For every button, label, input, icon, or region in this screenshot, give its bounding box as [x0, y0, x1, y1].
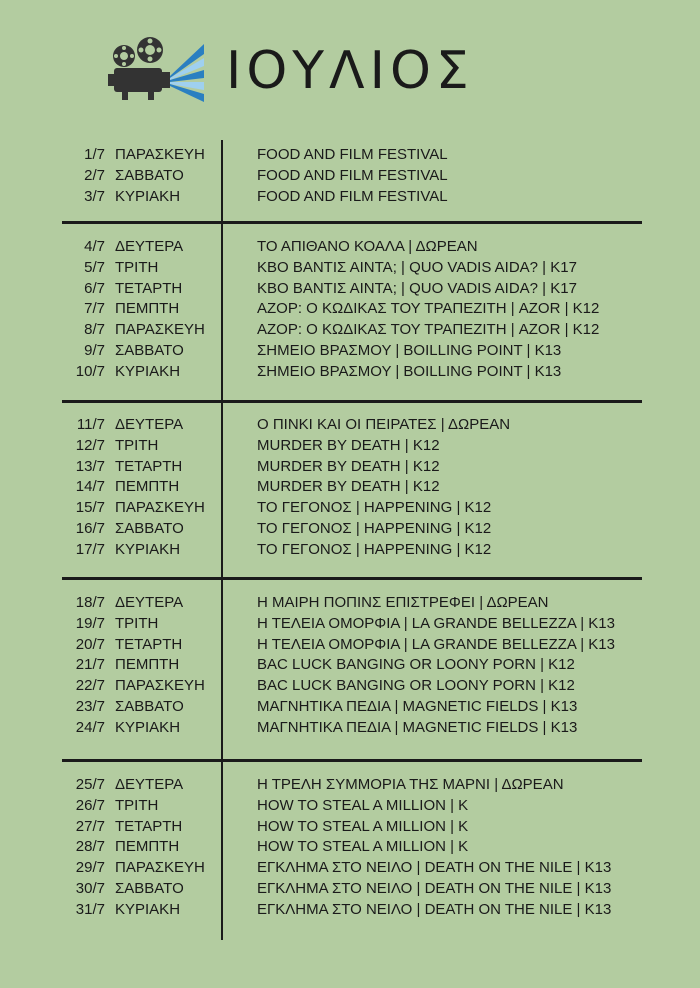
schedule-row	[0, 145, 700, 166]
film-cell: ΕΓΚΛΗΜΑ ΣΤΟ ΝΕΙΛΟ | DEATH ON THE NILE | K13	[257, 879, 612, 897]
day-cell: ΣΑΒΒΑΤΟ	[115, 697, 184, 715]
schedule-row	[0, 900, 700, 921]
film-projector-icon	[108, 36, 204, 106]
week-block	[0, 415, 700, 561]
schedule-row	[0, 187, 700, 208]
day-cell: ΠΕΜΠΤΗ	[115, 838, 180, 856]
schedule-row	[0, 879, 700, 900]
day-cell: ΔΕΥΤΕΡΑ	[115, 776, 184, 793]
month-title: ΙΟΥΛΙΟΣ	[226, 41, 474, 101]
film-cell: Η ΜΑΙΡΗ ΠΟΠΙΝΣ ΕΠΙΣΤΡΕΦΕΙ | ΔΩΡΕΑΝ	[257, 594, 549, 611]
film-cell: ΤΟ ΓΕΓΟΝΟΣ | HAPPENING | K12	[257, 499, 492, 517]
day-cell: ΠΕΜΠΤΗ	[115, 656, 180, 674]
film-cell: Ο ΠΙΝΚΙ ΚΑΙ ΟΙ ΠΕΙΡΑΤΕΣ | ΔΩΡΕΑΝ	[257, 416, 511, 433]
day-cell: ΔΕΥΤΕΡΑ	[115, 416, 184, 433]
film-cell: ΕΓΚΛΗΜΑ ΣΤΟ ΝΕΙΛΟ | DEATH ON THE NILE | K13	[257, 859, 612, 877]
film-cell: ΚΒΟ ΒΑΝΤΙΣ ΑΙΝΤΑ; | QUO VADIS AIDA? | K17	[257, 279, 577, 297]
date-cell: 9/7	[84, 341, 105, 359]
film-cell: FOOD AND FILM FESTIVAL	[257, 187, 448, 205]
day-cell: ΤΡΙΤΗ	[115, 258, 159, 276]
film-cell: HOW TO STEAL A MILLION | K	[257, 838, 469, 856]
week-block	[0, 775, 700, 921]
date-cell: 13/7	[75, 457, 105, 475]
date-cell: 4/7	[84, 238, 105, 255]
date-cell: 26/7	[75, 796, 105, 814]
date-cell: 19/7	[75, 614, 105, 632]
date-cell: 15/7	[75, 499, 105, 517]
film-cell: HOW TO STEAL A MILLION | K	[257, 817, 469, 835]
date-cell: 3/7	[84, 187, 105, 205]
film-cell: FOOD AND FILM FESTIVAL	[257, 166, 448, 184]
schedule-row	[0, 718, 700, 739]
schedule-row	[0, 635, 700, 656]
film-cell: Η ΤΡΕΛΗ ΣΥΜΜΟΡΙΑ ΤΗΣ ΜΑΡΝΙ | ΔΩΡΕΑΝ	[257, 776, 564, 793]
date-cell: 23/7	[75, 697, 105, 715]
schedule-row	[0, 415, 700, 436]
date-cell: 29/7	[75, 859, 105, 877]
day-cell: ΚΥΡΙΑΚΗ	[115, 362, 181, 380]
date-cell: 2/7	[84, 166, 105, 184]
day-cell: ΠΕΜΠΤΗ	[115, 478, 180, 496]
schedule-row	[0, 457, 700, 478]
date-cell: 11/7	[76, 416, 105, 433]
date-cell: 1/7	[84, 146, 105, 163]
schedule-row	[0, 258, 700, 279]
day-cell: ΣΑΒΒΑΤΟ	[115, 166, 184, 184]
day-cell: ΠΑΡΑΣΚΕΥΗ	[115, 677, 205, 695]
film-cell: ΜΑΓΝΗΤΙΚΑ ΠΕΔΙΑ | MAGNETIC FIELDS | K13	[257, 718, 578, 736]
film-cell: Η ΤΕΛΕΙΑ ΟΜΟΡΦΙΑ | LA GRANDE BELLEZZA | K13	[257, 635, 615, 653]
header	[108, 36, 474, 106]
date-cell: 18/7	[75, 594, 105, 611]
day-cell: ΚΥΡΙΑΚΗ	[115, 540, 181, 558]
day-cell: ΔΕΥΤΕΡΑ	[115, 594, 184, 611]
film-cell: MURDER BY DEATH | K12	[257, 478, 440, 496]
day-cell: ΔΕΥΤΕΡΑ	[115, 238, 184, 255]
schedule-row	[0, 614, 700, 635]
date-cell: 27/7	[75, 817, 105, 835]
schedule-row	[0, 593, 700, 614]
film-cell: AZOP: Ο ΚΩΔΙΚΑΣ ΤΟΥ ΤΡΑΠΕΖΙΤΗ | AZOR | K12	[257, 300, 600, 318]
schedule-row	[0, 237, 700, 258]
day-cell: ΣΑΒΒΑΤΟ	[115, 341, 184, 359]
schedule-row	[0, 362, 700, 383]
day-cell: ΣΑΒΒΑΤΟ	[115, 519, 184, 537]
day-cell: ΠΑΡΑΣΚΕΥΗ	[115, 146, 205, 163]
date-cell: 17/7	[75, 540, 105, 558]
day-cell: ΠΑΡΑΣΚΕΥΗ	[115, 859, 205, 877]
film-cell: MURDER BY DEATH | K12	[257, 436, 440, 454]
week-divider	[62, 221, 642, 224]
date-cell: 31/7	[75, 900, 105, 918]
date-cell: 20/7	[75, 635, 105, 653]
day-cell: ΤΡΙΤΗ	[115, 436, 159, 454]
schedule-row	[0, 436, 700, 457]
week-divider	[62, 577, 642, 580]
week-block	[0, 593, 700, 739]
date-cell: 16/7	[75, 519, 105, 537]
schedule-row	[0, 817, 700, 838]
schedule-row	[0, 858, 700, 879]
week-block	[0, 237, 700, 383]
day-cell: ΤΡΙΤΗ	[115, 796, 159, 814]
film-cell: BAC LUCK BANGING OR LOONY PORN | K12	[257, 677, 575, 695]
film-cell: ΕΓΚΛΗΜΑ ΣΤΟ ΝΕΙΛΟ | DEATH ON THE NILE | K13	[257, 900, 612, 918]
date-cell: 24/7	[75, 718, 105, 736]
schedule-row	[0, 279, 700, 300]
schedule-row	[0, 498, 700, 519]
film-cell: AZOP: Ο ΚΩΔΙΚΑΣ ΤΟΥ ΤΡΑΠΕΖΙΤΗ | AZOR | K12	[257, 321, 600, 339]
date-cell: 7/7	[84, 300, 105, 318]
day-cell: ΠΕΜΠΤΗ	[115, 300, 180, 318]
date-cell: 21/7	[75, 656, 105, 674]
day-cell: ΠΑΡΑΣΚΕΥΗ	[115, 499, 205, 517]
day-cell: ΤΕΤΑΡΤΗ	[115, 457, 183, 475]
date-cell: 14/7	[75, 478, 105, 496]
day-cell: ΠΑΡΑΣΚΕΥΗ	[115, 321, 205, 339]
schedule-row	[0, 697, 700, 718]
schedule-row	[0, 837, 700, 858]
day-cell: ΤΡΙΤΗ	[115, 614, 159, 632]
film-cell: ΤΟ ΓΕΓΟΝΟΣ | HAPPENING | K12	[257, 519, 492, 537]
week-divider	[62, 759, 642, 762]
film-cell: HOW TO STEAL A MILLION | K	[257, 796, 469, 814]
schedule-row	[0, 320, 700, 341]
date-cell: 8/7	[84, 321, 105, 339]
film-cell: ΣΗΜΕΙΟ ΒΡΑΣΜΟΥ | BOILLING POINT | K13	[257, 341, 562, 359]
day-cell: ΤΕΤΑΡΤΗ	[115, 635, 183, 653]
day-cell: ΤΕΤΑΡΤΗ	[115, 279, 183, 297]
date-cell: 30/7	[75, 879, 105, 897]
date-cell: 28/7	[75, 838, 105, 856]
week-divider	[62, 400, 642, 403]
film-cell: ΚΒΟ ΒΑΝΤΙΣ ΑΙΝΤΑ; | QUO VADIS AIDA? | K17	[257, 258, 577, 276]
schedule-row	[0, 166, 700, 187]
film-cell: BAC LUCK BANGING OR LOONY PORN | K12	[257, 656, 575, 674]
film-cell: MURDER BY DEATH | K12	[257, 457, 440, 475]
date-cell: 22/7	[75, 677, 105, 695]
schedule-row	[0, 796, 700, 817]
film-cell: ΣΗΜΕΙΟ ΒΡΑΣΜΟΥ | BOILLING POINT | K13	[257, 362, 562, 380]
date-cell: 12/7	[75, 436, 105, 454]
schedule-row	[0, 519, 700, 540]
schedule-row	[0, 775, 700, 796]
week-block	[0, 145, 700, 207]
date-cell: 6/7	[84, 279, 105, 297]
day-cell: ΚΥΡΙΑΚΗ	[115, 187, 181, 205]
day-cell: ΤΕΤΑΡΤΗ	[115, 817, 183, 835]
day-cell: ΚΥΡΙΑΚΗ	[115, 900, 181, 918]
date-cell: 10/7	[75, 362, 105, 380]
schedule-row	[0, 676, 700, 697]
film-cell: FOOD AND FILM FESTIVAL	[257, 146, 448, 163]
date-cell: 25/7	[75, 776, 105, 793]
schedule-row	[0, 477, 700, 498]
film-cell: ΤΟ ΓΕΓΟΝΟΣ | HAPPENING | K12	[257, 540, 492, 558]
schedule-row	[0, 299, 700, 320]
date-cell: 5/7	[84, 258, 105, 276]
schedule-row	[0, 341, 700, 362]
schedule-row	[0, 655, 700, 676]
film-cell: Η ΤΕΛΕΙΑ ΟΜΟΡΦΙΑ | LA GRANDE BELLEZZA | K13	[257, 614, 615, 632]
film-cell: ΤΟ ΑΠΙΘΑΝΟ ΚΟΑΛΑ | ΔΩΡΕΑΝ	[257, 238, 478, 255]
day-cell: ΣΑΒΒΑΤΟ	[115, 879, 184, 897]
schedule-row	[0, 540, 700, 561]
film-cell: ΜΑΓΝΗΤΙΚΑ ΠΕΔΙΑ | MAGNETIC FIELDS | K13	[257, 697, 578, 715]
day-cell: ΚΥΡΙΑΚΗ	[115, 718, 181, 736]
